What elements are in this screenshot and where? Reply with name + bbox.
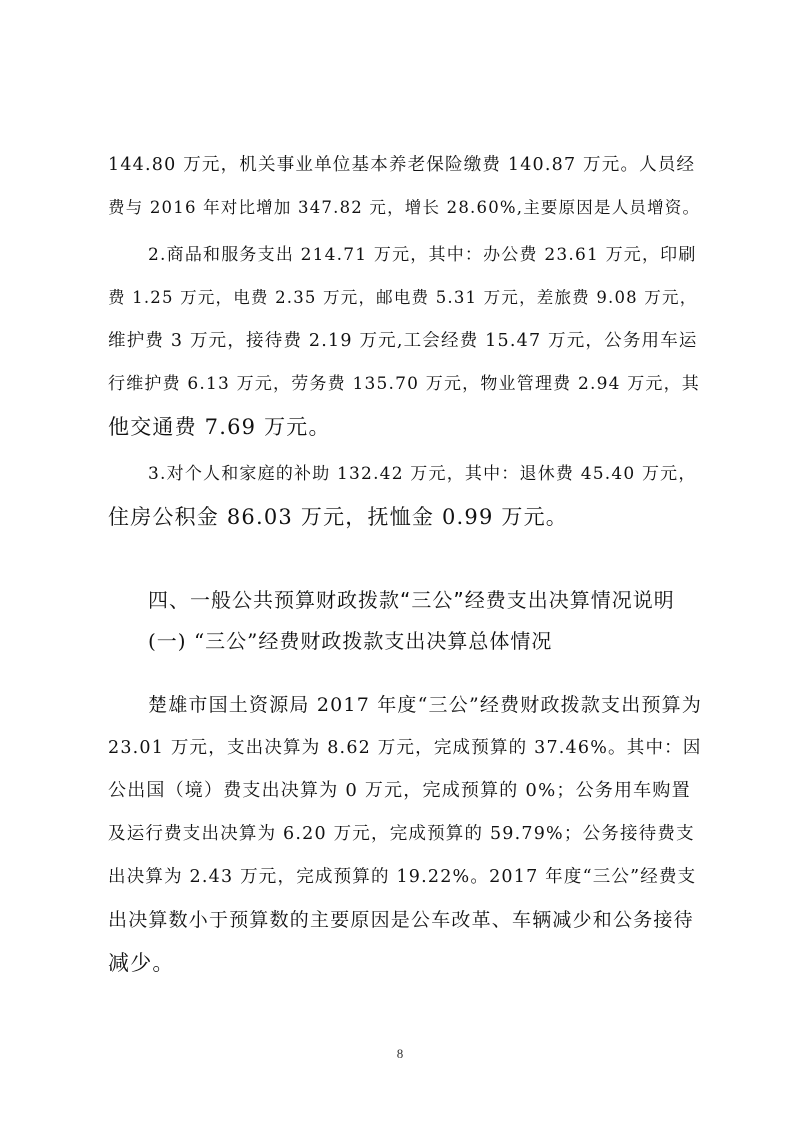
- paragraph-three-public-expenses: 楚雄市国土资源局 2017 年度“三公”经费财政拨款支出预算为: [148, 694, 703, 716]
- body-text-line: 出决算为 2.43 万元，完成预算的 19.22%。2017 年度“三公”经费支: [108, 867, 697, 887]
- body-text-line: 他交通费 7.69 万元。: [108, 415, 331, 439]
- body-text-line: 费 1.25 万元，电费 2.35 万元，邮电费 5.31 万元，差旅费 9.08 万元，: [108, 288, 698, 307]
- paragraph-household-subsidy: 3.对个人和家庭的补助 132.42 万元，其中：退休费 45.40 万元，: [148, 464, 697, 484]
- subsection-heading: (一) “三公”经费财政拨款支出决算总体情况: [148, 629, 553, 653]
- paragraph-goods-services: 2.商品和服务支出 214.71 万元，其中：办公费 23.61 万元，印刷: [148, 245, 697, 265]
- body-text-line: 144.80 万元，机关事业单位基本养老保险缴费 140.87 万元。人员经: [108, 155, 696, 175]
- body-text-line: 行维护费 6.13 万元，劳务费 135.70 万元，物业管理费 2.94 万元，其: [108, 374, 701, 394]
- page-number: 8: [396, 1046, 404, 1061]
- body-text-line: 23.01 万元，支出决算为 8.62 万元，完成预算的 37.46%。其中：因: [108, 738, 702, 758]
- section-heading: 四、一般公共预算财政拨款“三公”经费支出决算情况说明: [148, 588, 675, 612]
- body-text-line: 费与 2016 年对比增加 347.82 元，增长 28.60%,主要原因是人员增资。: [108, 198, 701, 217]
- body-text-line: 住房公积金 86.03 万元，抚恤金 0.99 万元。: [108, 505, 568, 529]
- body-text-line: 减少。: [108, 951, 175, 975]
- body-text-line: 及运行费支出决算为 6.20 万元，完成预算的 59.79%；公务接待费支: [108, 824, 695, 844]
- body-text-line: 公出国（境）费支出决算为 0 万元，完成预算的 0%；公务用车购置: [108, 780, 691, 801]
- body-text-line: 维护费 3 万元，接待费 2.19 万元,工会经费 15.47 万元，公务用车运: [108, 331, 698, 351]
- body-text-line: 出决算数小于预算数的主要原因是公车改革、车辆减少和公务接待: [108, 909, 694, 931]
